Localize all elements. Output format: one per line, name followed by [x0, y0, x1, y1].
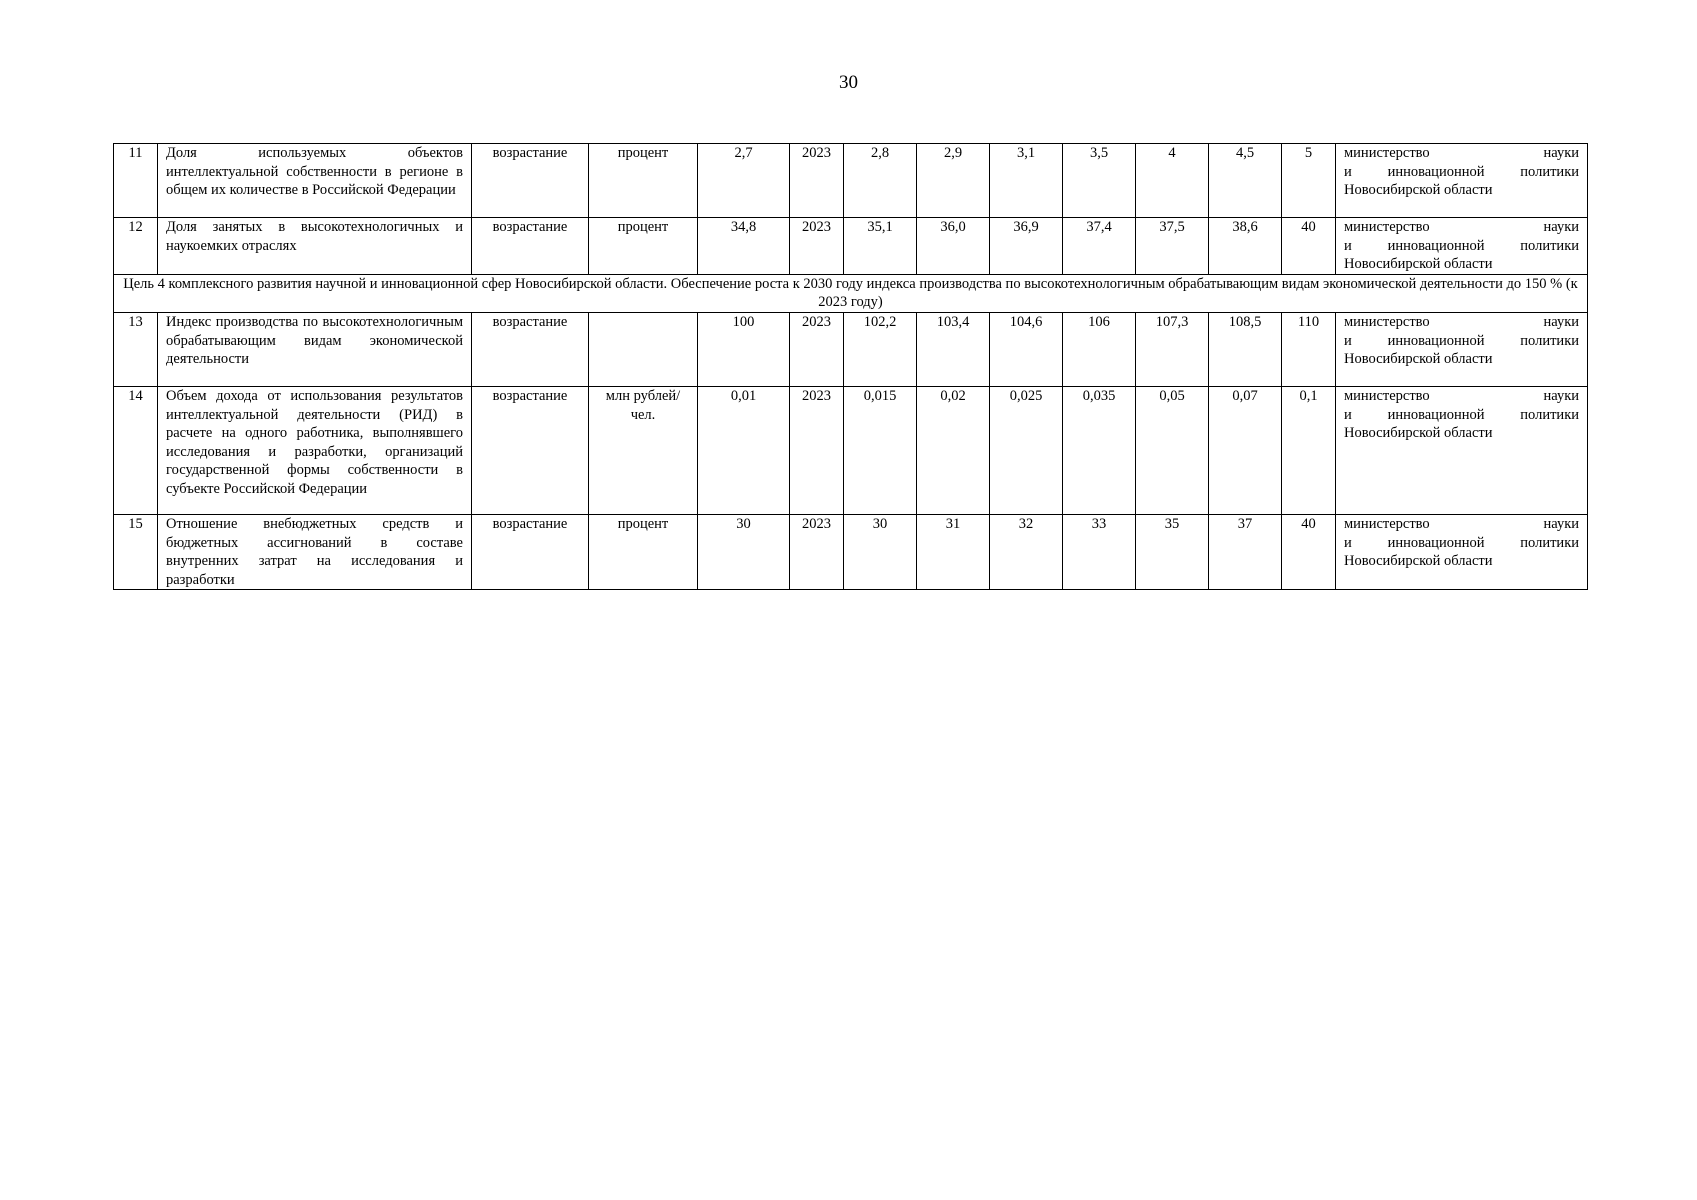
- ministry-region: Новосибирской области: [1344, 553, 1493, 570]
- unit-cell: процент: [589, 144, 698, 218]
- target-value-cell: 4: [1136, 144, 1209, 218]
- unit-cell: [589, 312, 698, 386]
- base-value-cell: 2,7: [698, 144, 790, 218]
- indicator-row: [114, 144, 1588, 218]
- row-number: 12: [114, 218, 158, 275]
- target-value-cell: 0,1: [1282, 386, 1336, 514]
- row-number: 15: [114, 514, 158, 589]
- indicator-row: [114, 386, 1588, 514]
- trend-cell: возрастание: [472, 218, 589, 275]
- ministry-word: науки: [1543, 387, 1579, 404]
- base-year-cell: 2023: [790, 218, 844, 275]
- base-year-cell: 2023: [790, 144, 844, 218]
- target-value-cell: 0,035: [1063, 386, 1136, 514]
- row-number: 13: [114, 312, 158, 386]
- target-value-cell: 38,6: [1209, 218, 1282, 275]
- ministry-word: и: [1344, 534, 1352, 551]
- ministry-word: министерство: [1344, 219, 1430, 235]
- table-body: [114, 144, 1588, 590]
- target-value-cell: 30: [844, 514, 917, 589]
- trend-cell: возрастание: [472, 514, 589, 589]
- target-value-cell: 33: [1063, 514, 1136, 589]
- ministry-word: политики: [1520, 237, 1579, 254]
- ministry-word: и: [1344, 332, 1352, 349]
- ministry-word: науки: [1543, 313, 1579, 330]
- base-year-cell: 2023: [790, 386, 844, 514]
- target-value-cell: 37,4: [1063, 218, 1136, 275]
- indicator-name: Доля используемых объектов интеллектуальной собственности в регионе в общем их количестве в Российской Федерации: [158, 144, 472, 218]
- target-value-cell: 5: [1282, 144, 1336, 218]
- target-value-cell: 2,8: [844, 144, 917, 218]
- unit-cell: процент: [589, 514, 698, 589]
- ministry-word: науки: [1543, 515, 1579, 532]
- ministry-word: политики: [1520, 163, 1579, 180]
- base-value-cell: 30: [698, 514, 790, 589]
- target-value-cell: 103,4: [917, 312, 990, 386]
- target-value-cell: 37,5: [1136, 218, 1209, 275]
- target-value-cell: 32: [990, 514, 1063, 589]
- target-value-cell: 0,07: [1209, 386, 1282, 514]
- target-value-cell: 107,3: [1136, 312, 1209, 386]
- indicator-row: [114, 312, 1588, 386]
- target-value-cell: 37: [1209, 514, 1282, 589]
- target-value-cell: 0,05: [1136, 386, 1209, 514]
- indicator-row: [114, 514, 1588, 589]
- target-value-cell: 3,5: [1063, 144, 1136, 218]
- ministry-word: инновационной: [1387, 237, 1485, 254]
- page-number: 30: [839, 72, 858, 93]
- base-year-cell: 2023: [790, 514, 844, 589]
- indicators-table: [113, 143, 1588, 590]
- target-value-cell: 40: [1282, 514, 1336, 589]
- target-value-cell: 108,5: [1209, 312, 1282, 386]
- ministry-word: науки: [1543, 219, 1579, 235]
- target-value-cell: 0,02: [917, 386, 990, 514]
- base-value-cell: 100: [698, 312, 790, 386]
- ministry-word: политики: [1520, 534, 1579, 551]
- indicator-name: Объем дохода от использования результатов интеллектуальной деятельности (РИД) в расчете на одного работника, выполнявшего исследования и разработки, организаций государственной формы собственности в субъекте Российской Федерации: [158, 386, 472, 514]
- ministry-word: инновационной: [1387, 406, 1485, 423]
- row-number: 14: [114, 386, 158, 514]
- target-value-cell: 36,9: [990, 218, 1063, 275]
- ministry-word: инновационной: [1387, 534, 1485, 551]
- ministry-word: и: [1344, 406, 1352, 423]
- trend-cell: возрастание: [472, 312, 589, 386]
- ministry-word: инновационной: [1387, 163, 1485, 180]
- target-value-cell: 2,9: [917, 144, 990, 218]
- indicator-name: Индекс производства по высокотехнологичным обрабатывающим видам экономической деятельности: [158, 312, 472, 386]
- indicator-name: Доля занятых в высокотехнологичных и наукоемких отраслях: [158, 218, 472, 275]
- goal-text: Цель 4 комплексного развития научной и инновационной сфер Новосибирской области. Обеспечение роста к 2030 году индекса производства по высокотехнологичным обрабатывающим видам экономической деятельности до 150 % (к 2023 году): [114, 274, 1588, 312]
- ministry-word: министерство: [1344, 515, 1430, 532]
- ministry-word: политики: [1520, 332, 1579, 349]
- target-value-cell: 35: [1136, 514, 1209, 589]
- trend-cell: возрастание: [472, 386, 589, 514]
- goal-row: [114, 274, 1588, 312]
- base-value-cell: 34,8: [698, 218, 790, 275]
- target-value-cell: 3,1: [990, 144, 1063, 218]
- responsible-ministry: [1336, 312, 1588, 386]
- responsible-ministry: [1336, 218, 1588, 275]
- base-value-cell: 0,01: [698, 386, 790, 514]
- target-value-cell: 110: [1282, 312, 1336, 386]
- unit-cell: млн рублей/ чел.: [589, 386, 698, 514]
- target-value-cell: 0,015: [844, 386, 917, 514]
- ministry-word: министерство: [1344, 145, 1430, 161]
- ministry-word: инновационной: [1387, 332, 1485, 349]
- target-value-cell: 106: [1063, 312, 1136, 386]
- ministry-word: науки: [1543, 145, 1579, 161]
- ministry-word: политики: [1520, 406, 1579, 423]
- indicator-row: [114, 218, 1588, 275]
- row-number: 11: [114, 144, 158, 218]
- ministry-region: Новосибирской области: [1344, 425, 1493, 442]
- target-value-cell: 104,6: [990, 312, 1063, 386]
- ministry-word: и: [1344, 163, 1352, 180]
- ministry-word: и: [1344, 237, 1352, 254]
- target-value-cell: 102,2: [844, 312, 917, 386]
- target-value-cell: 31: [917, 514, 990, 589]
- unit-cell: процент: [589, 218, 698, 275]
- responsible-ministry: [1336, 386, 1588, 514]
- base-year-cell: 2023: [790, 312, 844, 386]
- ministry-region: Новосибирской области: [1344, 351, 1493, 368]
- indicator-name: Отношение внебюджетных средств и бюджетных ассигнований в составе внутренних затрат на исследования и разработки: [158, 514, 472, 589]
- ministry-region: Новосибирской области: [1344, 182, 1493, 199]
- ministry-word: министерство: [1344, 313, 1430, 330]
- target-value-cell: 0,025: [990, 386, 1063, 514]
- target-value-cell: 40: [1282, 218, 1336, 275]
- ministry-region: Новосибирской области: [1344, 256, 1493, 273]
- target-value-cell: 36,0: [917, 218, 990, 275]
- trend-cell: возрастание: [472, 144, 589, 218]
- responsible-ministry: [1336, 514, 1588, 589]
- responsible-ministry: [1336, 144, 1588, 218]
- target-value-cell: 4,5: [1209, 144, 1282, 218]
- ministry-word: министерство: [1344, 387, 1430, 404]
- target-value-cell: 35,1: [844, 218, 917, 275]
